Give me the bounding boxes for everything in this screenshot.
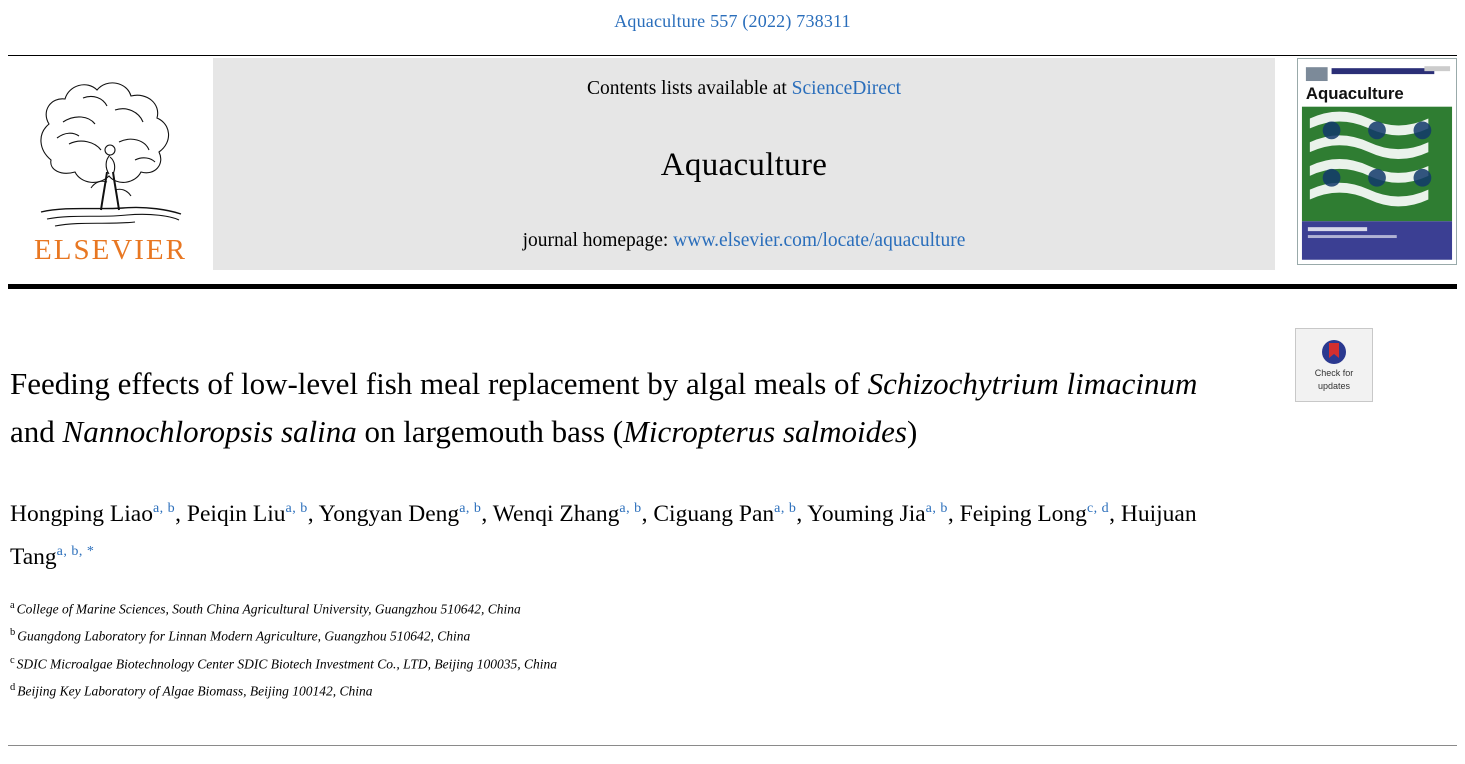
title-part-3: on largemouth bass ( <box>356 414 624 449</box>
author-separator: , <box>307 500 319 527</box>
affiliation-item <box>10 621 1220 649</box>
journal-band <box>213 58 1275 270</box>
homepage-line <box>523 230 966 252</box>
author-affiliation-marks: c, d <box>1086 501 1110 516</box>
sciencedirect-link[interactable]: ScienceDirect <box>791 78 902 99</box>
article-header <box>10 360 1220 704</box>
author-entry[interactable] <box>807 501 959 527</box>
author-name: Huijuan Tang <box>10 500 1197 570</box>
journal-masthead <box>8 58 1457 270</box>
author-affiliation-marks: a, b <box>774 501 797 516</box>
author-name: Peiqin Liu <box>186 500 286 527</box>
author-separator: , <box>1109 500 1121 527</box>
author-separator: , <box>796 500 808 527</box>
elsevier-wordmark: ELSEVIER <box>34 234 187 266</box>
running-head: Aquaculture 557 (2022) 738311 <box>614 11 851 31</box>
affiliation-mark: b <box>10 627 16 639</box>
author-name: Hongping Liao <box>10 500 153 527</box>
author-entry[interactable] <box>493 501 654 527</box>
author-separator: , <box>175 500 187 527</box>
title-part-4: ) <box>906 414 918 449</box>
author-name: Feiping Long <box>959 500 1087 527</box>
author-affiliation-marks: a, b <box>459 501 482 516</box>
author-list <box>10 490 1220 576</box>
page-title <box>10 360 1220 456</box>
author-entry[interactable] <box>319 501 493 527</box>
elsevier-tree-icon <box>23 64 199 232</box>
crossmark-icon <box>1321 339 1347 365</box>
homepage-prefix: journal homepage: <box>522 230 674 251</box>
footer-rule <box>8 745 1457 746</box>
title-italic-3: Micropterus salmoides <box>623 414 907 449</box>
author-name: Ciguang Pan <box>653 500 775 527</box>
journal-homepage-link[interactable]: www.elsevier.com/locate/aquaculture <box>673 230 966 251</box>
author-affiliation-marks: a, b <box>619 501 642 516</box>
author-affiliation-marks: a, b <box>152 501 176 516</box>
affiliation-list <box>10 594 1220 704</box>
crossmark-line-2: updates <box>1317 381 1351 391</box>
author-affiliation-marks: a, b <box>285 501 308 516</box>
elsevier-logo <box>8 58 213 270</box>
title-part-2: and <box>10 414 63 449</box>
title-italic-2: Nannochloropsis salina <box>62 414 357 449</box>
author-name: Yongyan Deng <box>318 500 460 527</box>
affiliation-mark: c <box>10 654 15 666</box>
affiliation-text: SDIC Microalgae Biotechnology Center SDIC Biotech Investment Co., LTD, Beijing 100035, China <box>16 656 557 672</box>
author-name: Youming Jia <box>807 500 926 527</box>
contents-line <box>587 78 901 100</box>
crossmark-badge[interactable] <box>1295 328 1373 402</box>
author-separator: , <box>481 500 493 527</box>
title-italic-1: Schizochytrium limacinum <box>867 366 1198 401</box>
author-affiliation-marks: a, b, * <box>56 543 95 559</box>
author-affiliation-marks: a, b <box>925 501 948 516</box>
author-separator: , <box>641 500 654 527</box>
author-entry[interactable] <box>187 501 319 527</box>
affiliation-text: Beijing Key Laboratory of Algae Biomass, Beijing 100142, China <box>17 683 373 699</box>
author-entry[interactable] <box>960 501 1121 527</box>
journal-cover-thumbnail[interactable] <box>1297 58 1457 270</box>
affiliation-text: College of Marine Sciences, South China Agricultural University, Guangzhou 510642, China <box>16 601 521 617</box>
title-part-1: Feeding effects of low-level fish meal replacement by algal meals of <box>10 366 868 401</box>
affiliation-text: Guangdong Laboratory for Linnan Modern Agriculture, Guangzhou 510642, China <box>17 628 471 644</box>
masthead-bottom-rule <box>8 284 1457 289</box>
affiliation-item <box>10 676 1220 704</box>
masthead-top-rule <box>8 55 1457 56</box>
affiliation-mark: a <box>10 599 15 611</box>
journal-title: Aquaculture <box>660 146 828 183</box>
crossmark-line-1: Check for <box>1314 368 1354 378</box>
author-entry[interactable] <box>10 501 187 527</box>
svg-text:Aquaculture: Aquaculture <box>1305 83 1404 103</box>
affiliation-item <box>10 594 1220 622</box>
journal-cover-image <box>1297 58 1457 265</box>
affiliation-item <box>10 649 1220 677</box>
contents-prefix: Contents lists available at <box>586 78 792 99</box>
affiliation-mark: d <box>10 682 16 694</box>
author-name: Wenqi Zhang <box>492 500 620 527</box>
author-separator: , <box>947 500 960 527</box>
author-entry[interactable] <box>653 501 807 527</box>
